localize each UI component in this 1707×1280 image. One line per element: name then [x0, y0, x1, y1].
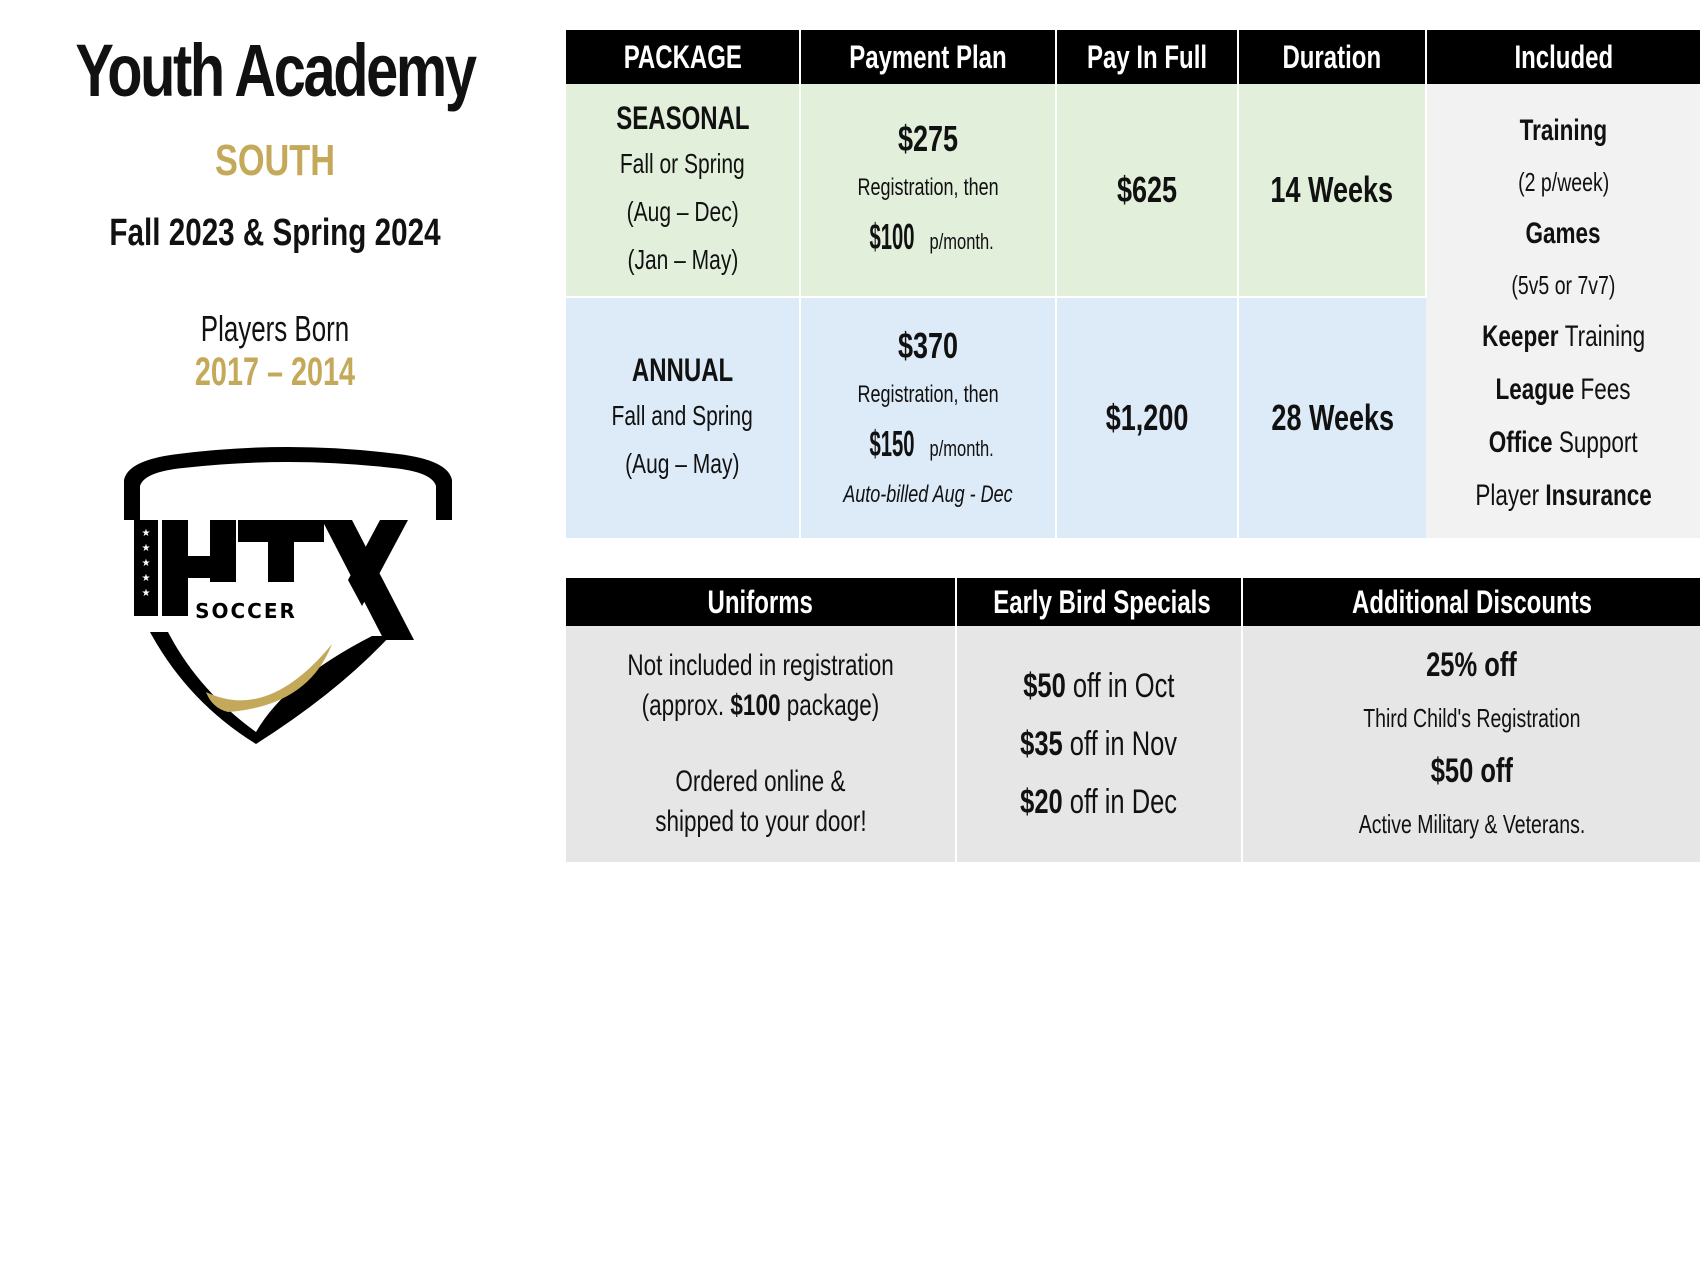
seasonal-name: SEASONAL [615, 100, 750, 136]
seasonal-duration: 14 Weeks [1238, 84, 1426, 297]
seasonal-monthly-price: $100 [869, 215, 915, 257]
htx-soccer-logo [118, 440, 458, 770]
included-keeper: Keeper [1481, 320, 1559, 353]
uniforms-line-3: Ordered online & [675, 765, 846, 798]
early-bird-item: $20 off in Dec [1020, 783, 1178, 821]
annual-registration-price: $370 [897, 324, 959, 366]
discount-third-child-desc: Third Child's Registration [1362, 703, 1581, 733]
early-bird-item: $50 off in Oct [1023, 667, 1175, 705]
annual-package-cell [566, 297, 800, 538]
included-insurance: Insurance [1545, 479, 1652, 512]
page-title: Youth Academy [75, 29, 475, 112]
packages-header-row [566, 30, 1700, 84]
annual-auto-billed: Auto-billed Aug - Dec [843, 480, 1013, 508]
annual-duration: 28 Weeks [1238, 297, 1426, 538]
svg-text:★: ★ [141, 543, 151, 554]
packages-table [566, 30, 1700, 538]
uniforms-cell [566, 626, 956, 862]
extras-header-row [566, 578, 1700, 626]
header-duration: Duration [1238, 30, 1426, 84]
uniforms-line-4: shipped to your door! [654, 805, 867, 838]
header-additional-discounts: Additional Discounts [1242, 578, 1700, 626]
included-games: Games [1525, 217, 1602, 250]
logo-soccer-text: SOCCER [195, 599, 297, 623]
svg-text:★: ★ [141, 588, 151, 599]
seasonal-registration-price: $275 [897, 117, 959, 159]
players-born-label: Players Born [200, 308, 350, 349]
included-office: Office [1489, 426, 1553, 459]
seasonal-registration-then: Registration, then [857, 173, 999, 201]
seasonal-per-month: p/month. [929, 228, 994, 254]
included-training: Training [1519, 114, 1608, 147]
included-games-format: (5v5 or 7v7) [1511, 270, 1616, 300]
seasonal-row [566, 84, 1700, 297]
seasonal-spring-dates: (Jan – May) [627, 244, 738, 275]
seasonal-fall-dates: (Aug – Dec) [626, 196, 739, 227]
uniforms-price: $100 [730, 689, 781, 722]
annual-dates: (Aug – May) [625, 448, 740, 479]
header-payment-plan: Payment Plan [800, 30, 1056, 84]
svg-text:★: ★ [141, 558, 151, 569]
seasonal-pay-in-full: $625 [1056, 84, 1238, 297]
season-label: Fall 2023 & Spring 2024 [109, 212, 441, 254]
included-player: Player [1475, 479, 1540, 512]
annual-payment-cell [800, 297, 1056, 538]
extras-content-row [566, 626, 1700, 862]
annual-per-month: p/month. [929, 435, 994, 461]
header-pay-in-full: Pay In Full [1056, 30, 1238, 84]
seasonal-terms: Fall or Spring [620, 148, 745, 179]
header-package: PACKAGE [566, 30, 800, 84]
players-born-range: 2017 – 2014 [194, 350, 356, 394]
early-bird-item: $35 off in Nov [1020, 725, 1178, 763]
included-training-frequency: (2 p/week) [1517, 167, 1610, 197]
annual-monthly-price: $150 [869, 422, 915, 464]
included-office-rest: Support [1559, 426, 1638, 459]
discount-military: $50 off [1430, 752, 1513, 790]
header-uniforms: Uniforms [566, 578, 956, 626]
included-league: League [1495, 373, 1575, 406]
included-keeper-rest: Training [1564, 320, 1646, 353]
svg-text:★: ★ [141, 528, 151, 539]
seasonal-payment-cell [800, 84, 1056, 297]
uniforms-package: package) [786, 689, 880, 722]
early-bird-cell [956, 626, 1242, 862]
annual-registration-then: Registration, then [857, 380, 999, 408]
header-early-bird: Early Bird Specials [956, 578, 1242, 626]
branding-panel [0, 0, 550, 800]
discount-military-desc: Active Military & Veterans. [1358, 809, 1585, 839]
included-league-rest: Fees [1580, 373, 1632, 406]
annual-pay-in-full: $1,200 [1056, 297, 1238, 538]
discounts-cell [1242, 626, 1700, 862]
uniforms-approx: (approx. [641, 689, 725, 722]
svg-text:★: ★ [141, 573, 151, 584]
included-cell [1426, 84, 1700, 538]
region-label: SOUTH [214, 136, 336, 185]
header-included: Included [1426, 30, 1700, 84]
extras-table [566, 578, 1700, 862]
annual-name: ANNUAL [631, 352, 734, 388]
annual-terms: Fall and Spring [611, 400, 754, 431]
seasonal-package-cell [566, 84, 800, 297]
uniforms-line-1: Not included in registration [627, 649, 894, 682]
discount-third-child: 25% off [1426, 646, 1517, 684]
